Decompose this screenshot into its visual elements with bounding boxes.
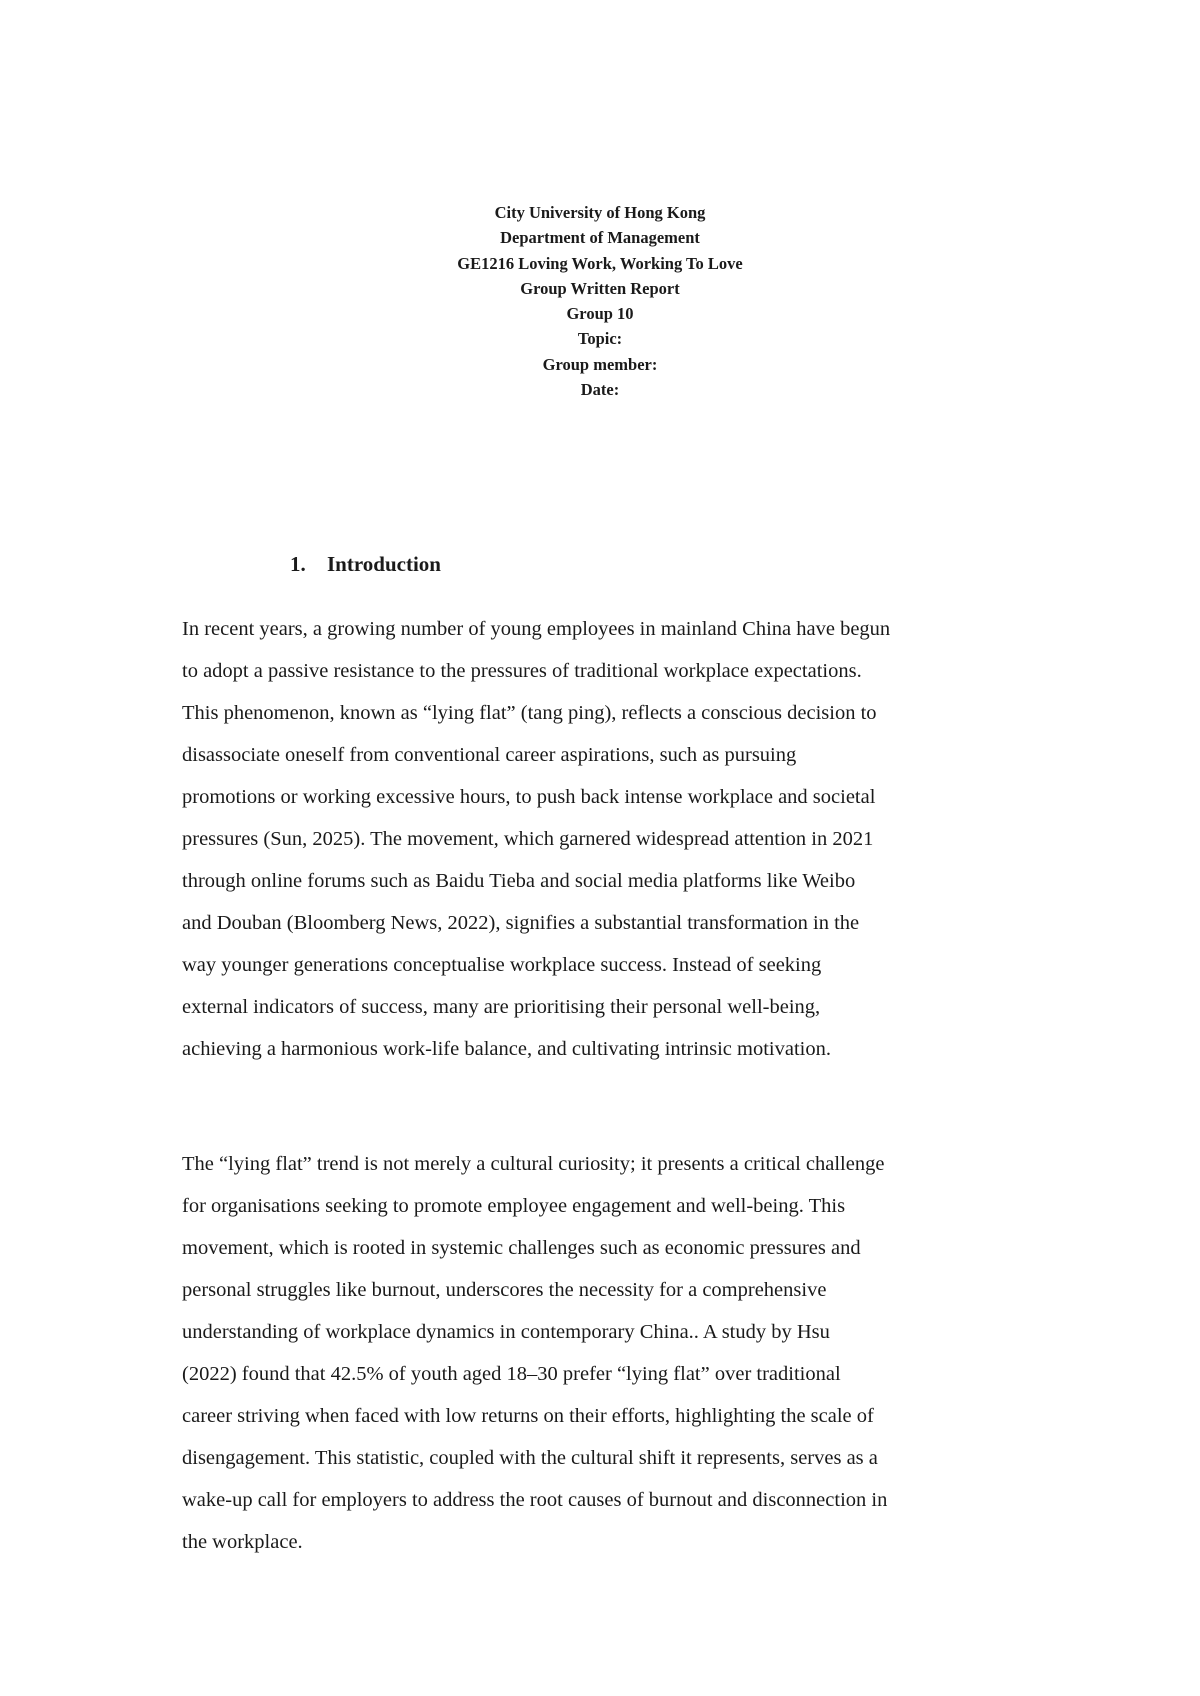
section-heading-introduction (290, 552, 441, 577)
paragraph-line: disassociate oneself from conventional career aspirations, such as pursuing (182, 744, 797, 766)
section-title: Introduction (327, 552, 441, 576)
department-name: Department of Management (500, 228, 700, 248)
paragraph-line: through online forums such as Baidu Tieba and social media platforms like Weibo (182, 870, 856, 892)
paragraph-line: for organisations seeking to promote employee engagement and well-being. This (182, 1195, 846, 1217)
paragraph-line: movement, which is rooted in systemic challenges such as economic pressures and (182, 1237, 861, 1259)
report-type: Group Written Report (520, 278, 680, 298)
paragraph-line: career striving when faced with low returns on their efforts, highlighting the scale of (182, 1405, 874, 1427)
paragraph-line: wake-up call for employers to address the root causes of burnout and disconnection in (182, 1489, 888, 1511)
paragraph-line: The “lying flat” trend is not merely a cultural curiosity; it presents a critical challenge (182, 1153, 885, 1175)
paragraph-2 (182, 1143, 1032, 1563)
paragraph-line: pressures (Sun, 2025). The movement, which garnered widespread attention in 2021 (182, 828, 874, 850)
paragraph-line: personal struggles like burnout, underscores the necessity for a comprehensive (182, 1279, 827, 1301)
paragraph-line: understanding of workplace dynamics in contemporary China.. A study by Hsu (182, 1321, 830, 1343)
university-name: City University of Hong Kong (494, 203, 706, 222)
paragraph-line: external indicators of success, many are prioritising their personal well-being, (182, 996, 821, 1018)
course-title: GE1216 Loving Work, Working To Love (457, 253, 743, 273)
topic-label: Topic: (577, 329, 623, 349)
group-number: Group 10 (566, 304, 634, 324)
paragraph-line: In recent years, a growing number of young employees in mainland China have begun (182, 618, 891, 640)
paragraph-line: to adopt a passive resistance to the pressures of traditional workplace expectations. (182, 660, 862, 682)
cover-block (0, 200, 1200, 402)
group-members-label: Group member: (542, 354, 658, 374)
paragraph-line: way younger generations conceptualise workplace success. Instead of seeking (182, 954, 822, 976)
paragraph-line: achieving a harmonious work-life balance, and cultivating intrinsic motivation. (182, 1038, 831, 1060)
paragraph-1 (182, 608, 1032, 1070)
paragraph-line: the workplace. (182, 1531, 303, 1553)
paragraph-line: disengagement. This statistic, coupled with the cultural shift it represents, serves as a (182, 1447, 878, 1469)
paragraph-line: This phenomenon, known as “lying flat” (tang ping), reflects a conscious decision to (182, 702, 877, 724)
date-label: Date: (580, 380, 620, 400)
section-number: 1. (290, 552, 306, 576)
paragraph-line: promotions or working excessive hours, to push back intense workplace and societal (182, 786, 876, 808)
paragraph-line: (2022) found that 42.5% of youth aged 18–30 prefer “lying flat” over traditional (182, 1363, 841, 1385)
paragraph-line: and Douban (Bloomberg News, 2022), signifies a substantial transformation in the (182, 912, 860, 934)
